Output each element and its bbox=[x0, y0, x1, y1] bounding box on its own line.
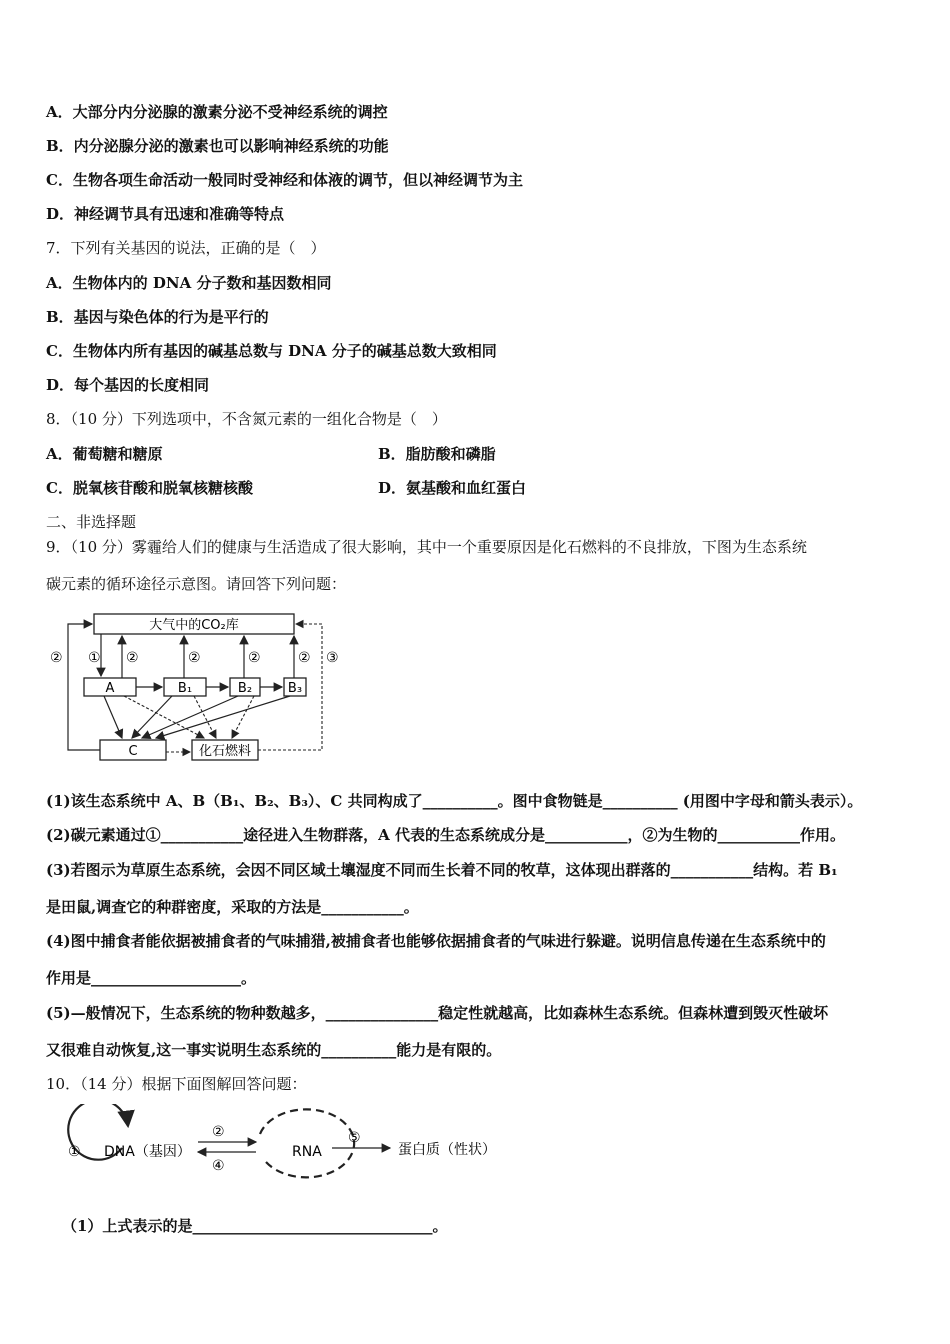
q6-option-a: A．大部分内分泌腺的激素分泌不受神经系统的调控 bbox=[46, 103, 388, 121]
label-circled-1: ① bbox=[88, 650, 101, 666]
q9-part2: (2)碳元素通过①___________途径进入生物群落，A 代表的生态系统成分是___________，②为生物的___________作用。 bbox=[46, 826, 845, 844]
q6-option-b: B．内分泌腺分泌的激素也可以影响神经系统的功能 bbox=[46, 137, 389, 155]
label-circled-2-a: ② bbox=[126, 650, 139, 666]
q7-option-d: D．每个基因的长度相同 bbox=[46, 376, 210, 394]
label-n2: ② bbox=[212, 1124, 225, 1140]
label-a: A bbox=[105, 681, 115, 696]
q8-stem: 8．（10 分）下列选项中，不含氮元素的一组化合物是（ ） bbox=[46, 410, 447, 428]
q7-option-c: C．生物体内所有基因的碱基总数与 DNA 分子的碱基总数大致相同 bbox=[46, 342, 497, 360]
label-dna: DNA（基因） bbox=[104, 1144, 191, 1160]
section-heading: 二、非选择题 bbox=[46, 513, 137, 531]
central-dogma-diagram bbox=[60, 1104, 520, 1184]
q9-stem-line2: 碳元素的循环途径示意图。请回答下列问题： bbox=[46, 575, 347, 593]
q8-option-a: A．葡萄糖和糖原 bbox=[46, 445, 163, 463]
q10-part1: （1）上式表示的是________________________________。 bbox=[62, 1217, 448, 1235]
q9-part3-line2: 是田鼠,调查它的种群密度，采取的方法是___________。 bbox=[46, 898, 419, 916]
carbon-cycle-diagram bbox=[44, 606, 354, 766]
label-circled-2-b3: ② bbox=[298, 650, 311, 666]
q9-part5-line1: (5)—般情况下，生态系统的物种数越多，_______________稳定性就越高，比如森林生态系统。但森林遭到毁灭性破坏 bbox=[46, 1004, 829, 1022]
label-c: C bbox=[128, 744, 138, 759]
q7-option-a: A．生物体内的 DNA 分子数和基因数相同 bbox=[46, 274, 332, 292]
label-protein: 蛋白质（性状） bbox=[398, 1142, 496, 1158]
q9-part1: (1)该生态系统中 A、B（B₁、B₂、B₃）、C 共同构成了__________。图中食物链是__________ (用图中字母和箭头表示）。 bbox=[46, 792, 863, 810]
q9-part4-line2: 作用是____________________。 bbox=[46, 969, 257, 987]
label-rna: RNA bbox=[292, 1144, 322, 1160]
label-circled-2-left: ② bbox=[50, 650, 63, 666]
q9-part5-line2: 又很难自动恢复,这一事实说明生态系统的__________能力是有限的。 bbox=[46, 1041, 502, 1059]
label-circled-3: ③ bbox=[326, 650, 339, 666]
label-b1: B₁ bbox=[177, 681, 193, 696]
q9-part4-line1: (4)图中捕食者能依据被捕食者的气味捕猎,被捕食者也能够依据捕食者的气味进行躲避。说明信息传递在生态系统中的 bbox=[46, 932, 826, 950]
label-fossil: 化石燃料 bbox=[198, 744, 252, 759]
label-circled-2-b2: ② bbox=[248, 650, 261, 666]
label-n5: ⑤ bbox=[348, 1130, 361, 1146]
q8-option-b: B．脂肪酸和磷脂 bbox=[378, 445, 496, 463]
q6-option-c: C．生物各项生命活动一般同时受神经和体液的调节，但以神经调节为主 bbox=[46, 171, 523, 189]
co2-pool-label: 大气中的CO₂库 bbox=[149, 618, 239, 633]
q9-stem-line1: 9．（10 分）雾霾给人们的健康与生活造成了很大影响，其中一个重要原因是化石燃料的不良排放，下图为生态系统 bbox=[46, 538, 807, 556]
q8-option-d: D．氨基酸和血红蛋白 bbox=[378, 479, 527, 497]
label-n4: ④ bbox=[212, 1158, 225, 1174]
label-n1: ① bbox=[68, 1144, 81, 1160]
label-circled-2-b1: ② bbox=[188, 650, 201, 666]
label-b2: B₂ bbox=[237, 681, 253, 696]
q6-option-d: D．神经调节具有迅速和准确等特点 bbox=[46, 205, 285, 223]
q9-part3-line1: (3)若图示为草原生态系统，会因不同区域土壤湿度不同而生长着不同的牧草，这体现出群落的___________结构。若 B₁ bbox=[46, 861, 838, 879]
q8-option-c: C．脱氧核苷酸和脱氧核糖核酸 bbox=[46, 479, 253, 497]
q7-option-b: B．基因与染色体的行为是平行的 bbox=[46, 308, 269, 326]
q7-stem: 7．下列有关基因的说法，正确的是（ ） bbox=[46, 239, 326, 257]
q10-stem: 10．（14 分）根据下面图解回答问题： bbox=[46, 1075, 307, 1093]
label-b3: B₃ bbox=[287, 681, 303, 696]
